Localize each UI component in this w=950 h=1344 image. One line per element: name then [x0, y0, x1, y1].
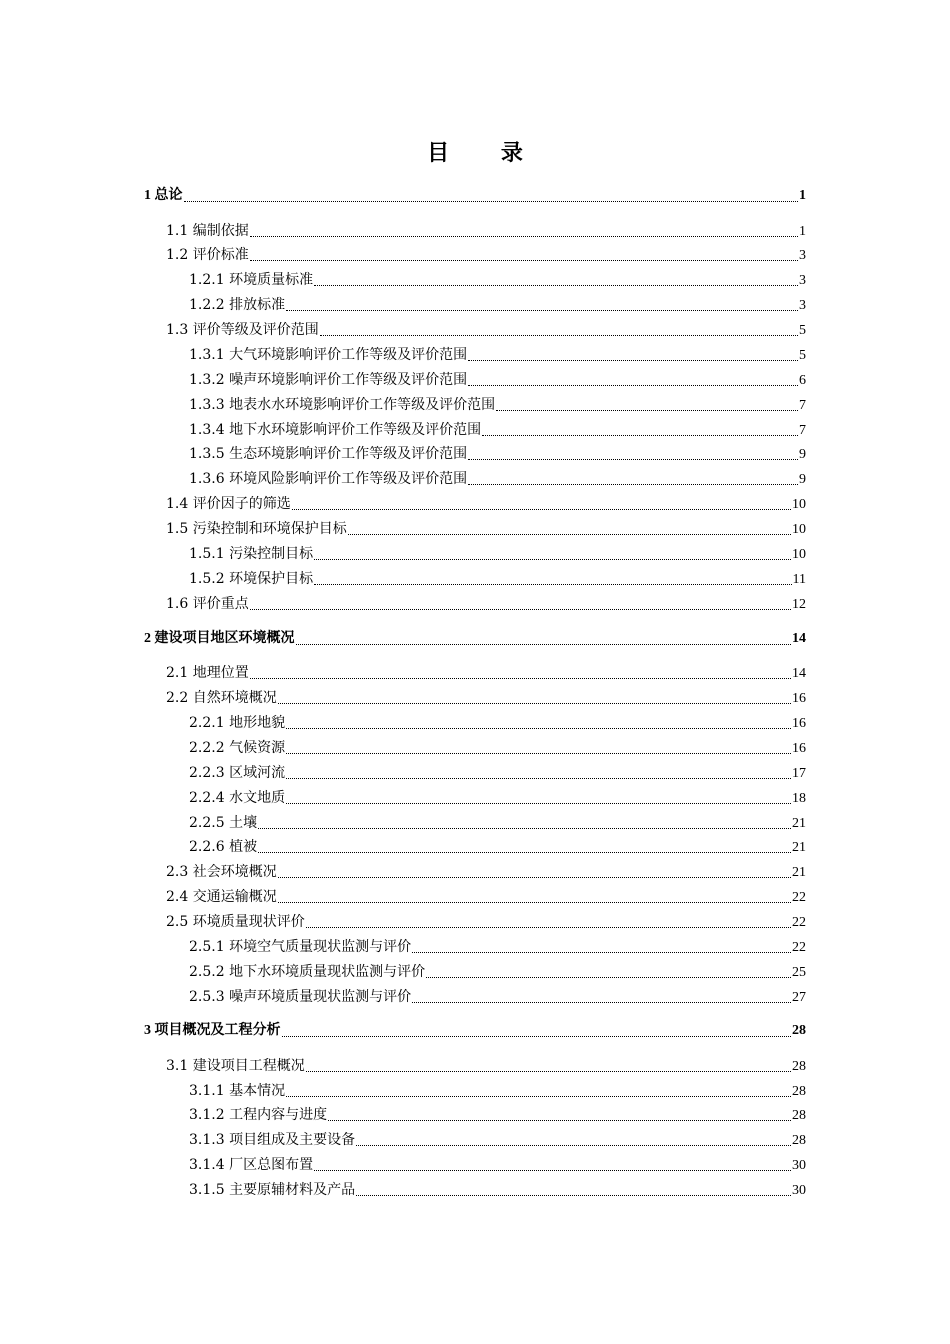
- toc-entry-label: 1.3.3 地表水水环境影响评价工作等级及评价范围: [189, 397, 496, 413]
- dot-leader: [314, 584, 791, 585]
- toc-entry-page-number: 17: [792, 766, 806, 781]
- toc-entry-label: 1.3.4 地下水环境影响评价工作等级及评价范围: [189, 422, 482, 438]
- dot-leader: [258, 828, 791, 829]
- toc-entry[interactable]: [166, 663, 806, 684]
- toc-entry[interactable]: [189, 962, 806, 983]
- dot-leader: [286, 803, 791, 804]
- dot-leader: [250, 678, 791, 679]
- dot-leader: [496, 410, 798, 411]
- toc-entry-page-number: 28: [792, 1133, 806, 1148]
- dot-leader: [468, 385, 798, 386]
- toc-entry-label: 1.5 污染控制和环境保护目标: [166, 521, 347, 537]
- dot-leader: [412, 952, 791, 953]
- toc-entry[interactable]: [166, 245, 806, 266]
- dot-leader: [314, 285, 798, 286]
- toc-entry-page-number: 14: [792, 631, 806, 646]
- toc-entry-label: 3.1.1 基本情况: [189, 1083, 286, 1099]
- toc-entry-label: 2.2.5 土壤: [189, 815, 258, 831]
- toc-entry-page-number: 28: [792, 1059, 806, 1074]
- dot-leader: [468, 459, 798, 460]
- toc-entry-label: 2.2.2 气候资源: [189, 740, 286, 756]
- toc-entry[interactable]: [189, 937, 806, 958]
- toc-entry[interactable]: [166, 320, 806, 341]
- toc-entry-page-number: 9: [799, 447, 806, 462]
- toc-entry[interactable]: [144, 1021, 806, 1041]
- toc-entry-page-number: 5: [799, 348, 806, 363]
- toc-entry-page-number: 1: [799, 188, 806, 203]
- toc-entry[interactable]: [189, 295, 806, 316]
- toc-entry-label: 1 总论: [144, 188, 183, 203]
- toc-entry-page-number: 7: [799, 423, 806, 438]
- dot-leader: [482, 435, 798, 436]
- dot-leader: [250, 236, 798, 237]
- toc-entry-page-number: 9: [799, 472, 806, 487]
- dot-leader: [286, 753, 791, 754]
- toc-entry-page-number: 22: [792, 940, 806, 955]
- toc-entry-label: 2.3 社会环境概况: [166, 864, 277, 880]
- toc-entry[interactable]: [166, 519, 806, 540]
- toc-entry-label: 3.1 建设项目工程概况: [166, 1058, 305, 1074]
- dot-leader: [306, 1071, 791, 1072]
- dot-leader: [426, 977, 791, 978]
- dot-leader: [286, 310, 798, 311]
- toc-entry[interactable]: [189, 395, 806, 416]
- toc-entry[interactable]: [189, 763, 806, 784]
- toc-entry-page-number: 14: [792, 666, 806, 681]
- dot-leader: [296, 644, 792, 645]
- toc-entry-label: 2.2.6 植被: [189, 839, 258, 855]
- dot-leader: [258, 852, 791, 853]
- dot-leader: [292, 509, 791, 510]
- dot-leader: [250, 609, 791, 610]
- toc-entry-label: 1.5.1 污染控制目标: [189, 546, 314, 562]
- toc-entry[interactable]: [166, 912, 806, 933]
- toc-entry-label: 3.1.5 主要原辅材料及产品: [189, 1182, 356, 1198]
- toc-entry[interactable]: [189, 420, 806, 441]
- toc-entry[interactable]: [166, 221, 806, 242]
- dot-leader: [412, 1002, 791, 1003]
- dot-leader: [356, 1195, 791, 1196]
- toc-entry[interactable]: [189, 1180, 806, 1201]
- toc-entry-label: 2.5.2 地下水环境质量现状监测与评价: [189, 964, 426, 980]
- toc-entry[interactable]: [189, 713, 806, 734]
- toc-entry-page-number: 12: [792, 597, 806, 612]
- toc-entry-page-number: 6: [799, 373, 806, 388]
- toc-entry[interactable]: [189, 813, 806, 834]
- toc-entry[interactable]: [144, 186, 806, 206]
- toc-entry-page-number: 3: [799, 248, 806, 263]
- toc-entry[interactable]: [189, 444, 806, 465]
- toc-entry-page-number: 18: [792, 791, 806, 806]
- toc-entry-page-number: 21: [792, 840, 806, 855]
- toc-entry-page-number: 10: [792, 497, 806, 512]
- toc-entry[interactable]: [189, 270, 806, 291]
- toc-entry-label: 2 建设项目地区环境概况: [144, 631, 295, 646]
- toc-entry[interactable]: [144, 629, 806, 649]
- dot-leader: [468, 360, 798, 361]
- dot-leader: [250, 260, 798, 261]
- dot-leader: [278, 703, 791, 704]
- toc-entry-page-number: 7: [799, 398, 806, 413]
- toc-entry[interactable]: [166, 494, 806, 515]
- toc-entry-page-number: 28: [792, 1023, 806, 1038]
- dot-leader: [320, 335, 798, 336]
- toc-entry-label: 1.2.2 排放标准: [189, 297, 286, 313]
- toc-entry[interactable]: [189, 345, 806, 366]
- dot-leader: [282, 1036, 792, 1037]
- toc-entry[interactable]: [189, 569, 806, 590]
- toc-entry-label: 3.1.4 厂区总图布置: [189, 1157, 314, 1173]
- toc-entry[interactable]: [189, 1155, 806, 1176]
- toc-entry-label: 2.2.1 地形地貌: [189, 715, 286, 731]
- toc-entry-page-number: 3: [799, 298, 806, 313]
- toc-entry-label: 1.3 评价等级及评价范围: [166, 322, 319, 338]
- dot-leader: [306, 927, 791, 928]
- toc-entry-label: 1.3.1 大气环境影响评价工作等级及评价范围: [189, 347, 468, 363]
- toc-entry-label: 2.2.3 区域河流: [189, 765, 286, 781]
- toc-entry-page-number: 3: [799, 273, 806, 288]
- toc-entry-page-number: 22: [792, 890, 806, 905]
- dot-leader: [278, 877, 791, 878]
- toc-entry[interactable]: [189, 987, 806, 1008]
- toc-entry-page-number: 28: [792, 1084, 806, 1099]
- toc-entry-label: 2.5 环境质量现状评价: [166, 914, 305, 930]
- dot-leader: [314, 1170, 791, 1171]
- toc-entry-label: 1.3.5 生态环境影响评价工作等级及评价范围: [189, 446, 468, 462]
- toc-entry-page-number: 16: [792, 691, 806, 706]
- toc-entry-page-number: 16: [792, 741, 806, 756]
- dot-leader: [468, 484, 798, 485]
- toc-entry-page-number: 5: [799, 323, 806, 338]
- dot-leader: [286, 1096, 791, 1097]
- toc-entry-page-number: 21: [792, 865, 806, 880]
- toc-entry-page-number: 10: [792, 547, 806, 562]
- dot-leader: [314, 559, 791, 560]
- toc-entry-page-number: 30: [792, 1158, 806, 1173]
- toc-entry-page-number: 28: [792, 1108, 806, 1123]
- toc-entry[interactable]: [166, 688, 806, 709]
- toc-entry-label: 2.4 交通运输概况: [166, 889, 277, 905]
- toc-entry-label: 1.4 评价因子的筛选: [166, 496, 291, 512]
- toc-entry-page-number: 22: [792, 915, 806, 930]
- toc-entry-label: 2.1 地理位置: [166, 665, 249, 681]
- toc-entry-label: 1.2.1 环境质量标准: [189, 272, 314, 288]
- toc-entry-label: 2.5.1 环境空气质量现状监测与评价: [189, 939, 412, 955]
- toc-entry[interactable]: [189, 544, 806, 565]
- dot-leader: [286, 728, 791, 729]
- toc-entry[interactable]: [189, 1105, 806, 1126]
- toc-entry-page-number: 25: [792, 965, 806, 980]
- toc-entry-label: 1.5.2 环境保护目标: [189, 571, 314, 587]
- toc-entry[interactable]: [189, 1130, 806, 1151]
- toc-entry-label: 2.5.3 噪声环境质量现状监测与评价: [189, 989, 412, 1005]
- dot-leader: [286, 778, 791, 779]
- toc-entry-label: 3.1.2 工程内容与进度: [189, 1107, 328, 1123]
- dot-leader: [278, 902, 791, 903]
- toc-entry-label: 1.6 评价重点: [166, 596, 249, 612]
- dot-leader: [348, 534, 791, 535]
- dot-leader: [328, 1120, 791, 1121]
- toc-entry-label: 1.1 编制依据: [166, 223, 249, 239]
- dot-leader: [184, 201, 799, 202]
- toc-entry[interactable]: [189, 738, 806, 759]
- toc-entry-label: 3.1.3 项目组成及主要设备: [189, 1132, 356, 1148]
- dot-leader: [356, 1145, 791, 1146]
- toc-entry-page-number: 30: [792, 1183, 806, 1198]
- toc-entry[interactable]: [189, 370, 806, 391]
- toc-entry-label: 1.2 评价标准: [166, 247, 249, 263]
- toc-entry[interactable]: [189, 788, 806, 809]
- toc-entry-label: 2.2 自然环境概况: [166, 690, 277, 706]
- toc-entry[interactable]: [189, 837, 806, 858]
- toc-entry-page-number: 16: [792, 716, 806, 731]
- toc-entry-page-number: 21: [792, 816, 806, 831]
- toc-entry-page-number: 10: [792, 522, 806, 537]
- toc-entry-label: 1.3.2 噪声环境影响评价工作等级及评价范围: [189, 372, 468, 388]
- toc-title: 目 录: [427, 140, 545, 166]
- toc-entry-label: 1.3.6 环境风险影响评价工作等级及评价范围: [189, 471, 468, 487]
- toc-entry-label: 2.2.4 水文地质: [189, 790, 286, 806]
- toc-entry[interactable]: [166, 1056, 806, 1077]
- toc-entry[interactable]: [189, 1081, 806, 1102]
- toc-entry[interactable]: [166, 862, 806, 883]
- toc-entry-label: 3 项目概况及工程分析: [144, 1023, 281, 1038]
- toc-entry-page-number: 27: [792, 990, 806, 1005]
- toc-entry-page-number: 11: [792, 572, 806, 587]
- toc-entry[interactable]: [166, 594, 806, 615]
- toc-entry-page-number: 1: [799, 224, 806, 239]
- toc-entry[interactable]: [166, 887, 806, 908]
- toc-entry[interactable]: [189, 469, 806, 490]
